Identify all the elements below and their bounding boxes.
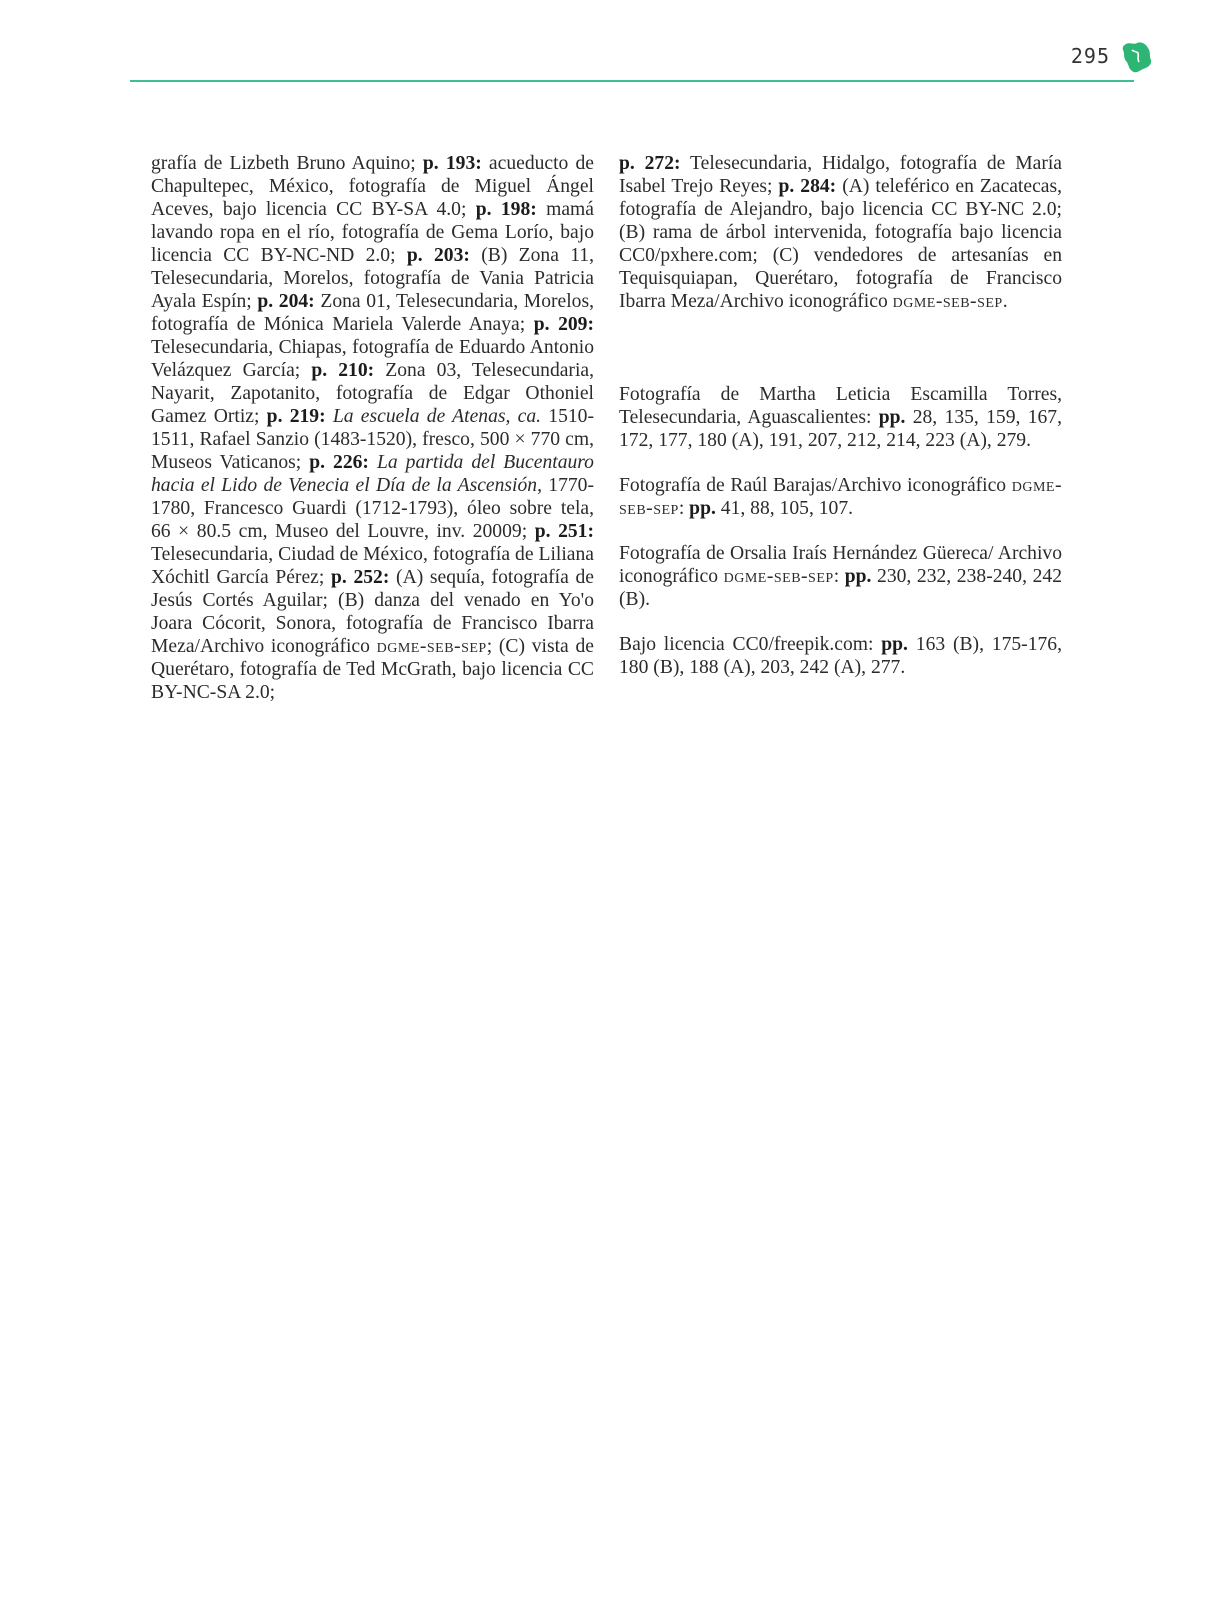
credit-text: (A) sequía, fotografía de Jesús Cortés Aguilar; (B) danza del venado en Yo'o Joara Cócorit, Sonora, fotografía de Francisco Ibarra Meza/Archivo iconográfico [151, 567, 594, 657]
page-ref: pp. [881, 634, 908, 655]
credit-text: grafía de Lizbeth Bruno Aquino; [151, 153, 423, 174]
credit-text: (A) teleférico en Zacatecas, fotografía de Alejandro, bajo licencia CC BY-NC 2.0; (B) rama de árbol intervenida, fotografía bajo licencia CC0/pxhere.com; (C) vendedores de artesanías en Tequisquiapan, Querétaro, fotografía de Francisco Ibarra Meza/Archivo iconográfico [619, 176, 1062, 312]
page-ref: p. 210: [311, 360, 375, 381]
archive-acronym: dgme-seb-sep [619, 475, 1062, 519]
credit-text: Bajo licencia CC0/freepik.com: [619, 634, 882, 655]
header-rule [130, 80, 1134, 82]
credit-text: (B) Zona 11, Telesecundaria, Morelos, fotografía de Vania Patricia Ayala Espín; [151, 245, 594, 312]
archive-acronym: dgme-seb-sep [723, 566, 834, 587]
credit-text: . [1002, 291, 1008, 312]
photographer-credit [619, 542, 1062, 611]
page-ref: p. 219: [266, 406, 326, 427]
credit-text: Telesecundaria, Ciudad de México, fotografía de Liliana Xóchitl García Pérez; [151, 544, 594, 588]
page-ref: p. 252: [330, 567, 390, 588]
credit-text: Fotografía de Orsalia Iraís Hernández Güereca/ Archivo iconográfico [619, 543, 1062, 587]
credit-text: 41, 88, 105, 107. [715, 498, 854, 519]
page-ref: pp. [844, 566, 872, 587]
page-number: 295 [1070, 44, 1110, 68]
archive-acronym: dgme-seb-sep [376, 636, 487, 657]
credit-text: : [833, 566, 845, 587]
credits-column-right [619, 152, 1062, 679]
photographer-credit [619, 383, 1062, 452]
credit-text: 163 (B), 175-176, 180 (B), 188 (A), 203, 242 (A), 277. [619, 634, 1062, 678]
credit-text: 28, 135, 159, 167, 172, 177, 180 (A), 191, 207, 212, 214, 223 (A), 279. [619, 407, 1063, 451]
page-ref: p. 204: [257, 291, 315, 312]
credits-column-left [151, 152, 594, 704]
page-ref: p. 203: [406, 245, 470, 266]
page-ref: p. 272: [619, 153, 681, 174]
archive-acronym: dgme-seb-sep [892, 291, 1003, 312]
green-leaf-logo-icon [1120, 40, 1154, 74]
credit-paragraph [151, 152, 594, 704]
credit-text: 230, 232, 238-240, 242 (B). [619, 566, 1062, 610]
artwork-title: La partida del Bucentauro hacia el Lido de Venecia el Día de la Ascensión, [151, 452, 594, 496]
credit-text: acueducto de Chapultepec, México, fotografía de Miguel Ángel Aceves, bajo licencia CC BY-SA 4.0; [151, 153, 594, 220]
page-ref: pp. [689, 498, 716, 519]
credit-text: mamá lavando ropa en el río, fotografía de Gema Lorío, bajo licencia CC BY-NC-ND 2.0; [151, 199, 594, 266]
page-ref: p. 209: [533, 314, 594, 335]
credit-text: Zona 01, Telesecundaria, Morelos, fotografía de Mónica Mariela Valerde Anaya; [151, 291, 594, 335]
page-ref: pp. [878, 407, 906, 428]
credit-text: 1510-1511, Rafael Sanzio (1483-1520), fresco, 500 × 770 cm, Museos Vaticanos; [151, 406, 594, 473]
photographer-credit [619, 474, 1062, 520]
credit-text: Telesecundaria, Hidalgo, fotografía de María Isabel Trejo Reyes; [619, 153, 1062, 197]
page-ref: p. 251: [534, 521, 594, 542]
license-credit [619, 633, 1062, 679]
credit-text: 1770-1780, Francesco Guardi (1712-1793), óleo sobre tela, 66 × 80.5 cm, Museo del Louvre, inv. 20009; [151, 475, 594, 542]
credit-text: ; (C) vista de Querétaro, fotografía de Ted McGrath, bajo licencia CC BY-NC-SA 2.0; [151, 636, 594, 703]
page-ref: p. 284: [778, 176, 837, 197]
artwork-title: La escuela de Atenas, ca. [325, 406, 542, 427]
page-ref: p. 198: [475, 199, 537, 220]
credit-text: Fotografía de Martha Leticia Escamilla Torres, Telesecundaria, Aguascalientes: [619, 384, 1062, 428]
credit-text: Zona 03, Telesecundaria, Nayarit, Zapotanito, fotografía de Edgar Othoniel Gamez Ortiz; [151, 360, 594, 427]
page-ref: p. 226: [309, 452, 369, 473]
credit-text: Telesecundaria, Chiapas, fotografía de Eduardo Antonio Velázquez García; [151, 337, 594, 381]
credit-text: : [678, 498, 690, 519]
credit-text: Fotografía de Raúl Barajas/Archivo iconográfico [619, 475, 1012, 496]
credit-paragraph [619, 152, 1062, 313]
page-ref: p. 193: [422, 153, 482, 174]
